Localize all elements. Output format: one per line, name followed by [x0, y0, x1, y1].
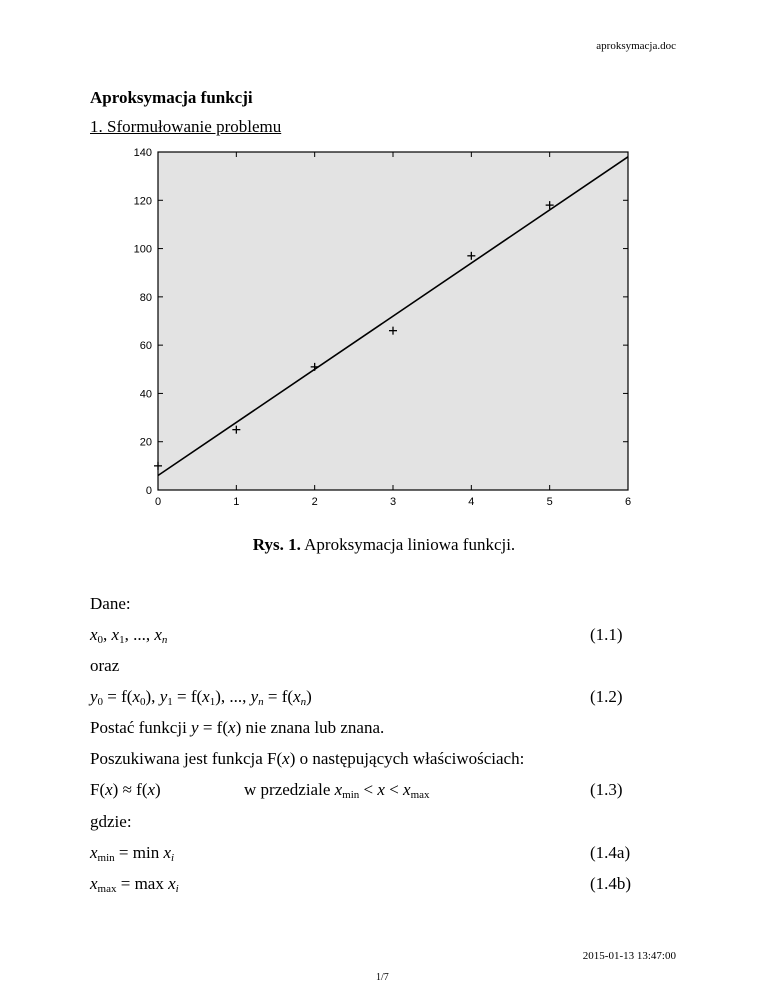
x-tick-label: 6	[624, 496, 632, 508]
equation-1-1: $x_0$, $x_1$, ..., $x_n$	[90, 625, 168, 646]
footer-page-number: 1/7	[376, 972, 389, 983]
y-tick-label: 140	[133, 147, 152, 159]
equation-1-2: $y_0 = f(x_0)$, $y_1 = f(x_1)$, ..., $y_n = f(x_n)$	[90, 687, 312, 708]
y-tick-label: 20	[139, 436, 152, 449]
equation-number-1-4a: (1.4a)	[590, 843, 631, 862]
document-title: Aproksymacja funkcji	[90, 88, 253, 107]
caption-label: Rys. 1.	[252, 535, 301, 554]
equation-1-4a: $x_{min} = \min x_i$	[90, 843, 175, 864]
header-filename: aproksymacja.doc	[596, 40, 676, 52]
footer-datetime: 2015-01-13 13:47:00	[582, 950, 676, 962]
x-tick-label: 2	[311, 496, 318, 508]
y-tick-label: 120	[133, 195, 152, 208]
section-heading: 1. Sformułowanie problemu	[90, 117, 282, 136]
y-tick-label: 0	[145, 485, 152, 497]
equation-number-1-2: (1.2)	[590, 687, 623, 706]
y-tick-label: 60	[139, 340, 152, 353]
y-tick-label: 100	[133, 243, 152, 256]
equation-number-1-3: (1.3)	[590, 780, 623, 799]
sought-function-text: Poszukiwana jest funkcja F(x) o następujących właściwościach:	[90, 749, 525, 768]
equation-1-3-rhs: w przedziale $x_{min} < x < x_{max}$	[244, 780, 430, 801]
and-label: oraz	[90, 656, 120, 675]
x-tick-label: 0	[154, 496, 162, 508]
x-tick-label: 3	[389, 496, 397, 508]
where-label: gdzie:	[90, 812, 132, 831]
plot-area	[158, 152, 628, 490]
linear-fit-chart	[108, 142, 638, 522]
equation-number-1-4b: (1.4b)	[590, 874, 632, 893]
given-label: Dane:	[90, 594, 131, 613]
equation-1-4b: $x_{max} = \max x_i$	[90, 874, 179, 895]
x-tick-label: 4	[468, 496, 475, 508]
equation-number-1-1: (1.1)	[590, 625, 623, 644]
function-form-text: Postać funkcji y = f(x) nie znana lub znana.	[90, 718, 385, 737]
figure-caption	[0, 535, 768, 555]
caption-text: Aproksymacja liniowa funkcji.	[300, 535, 516, 554]
equation-1-3-lhs: F(x) ≈ f(x)	[90, 780, 161, 799]
x-tick-label: 5	[546, 496, 553, 508]
x-tick-label: 1	[233, 496, 240, 508]
y-tick-label: 40	[139, 388, 152, 401]
y-tick-label: 80	[139, 291, 152, 304]
